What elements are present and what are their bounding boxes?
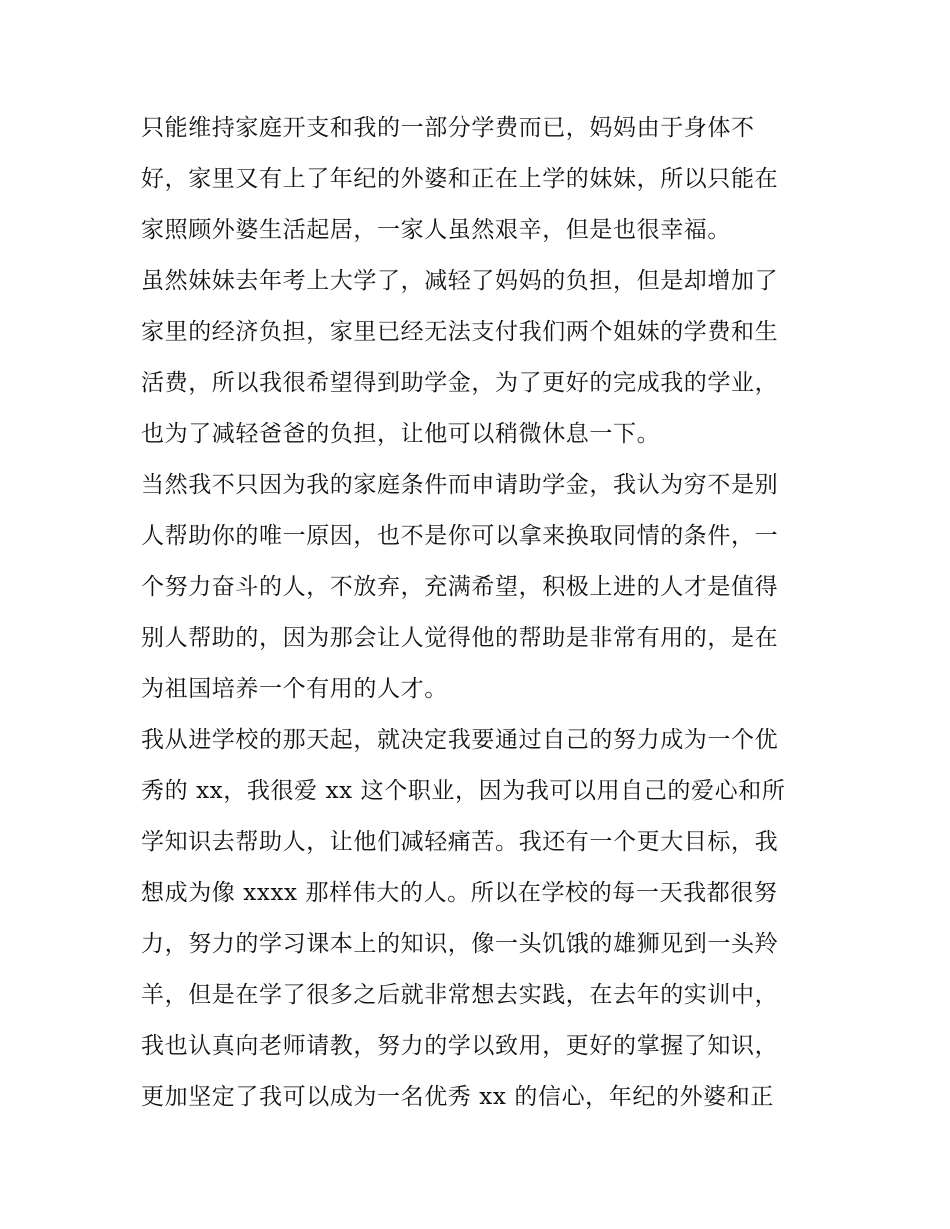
text-line: 秀的 xx，我很爱 xx 这个职业，因为我可以用自己的爱心和所 <box>141 778 786 804</box>
text-line: 只能维持家庭开支和我的一部分学费而已，妈妈由于身体不 <box>141 115 755 141</box>
text-line: 想成为像 xxxx 那样伟大的人。所以在学校的每一天我都很努 <box>141 880 778 906</box>
text-line: 个努力奋斗的人，不放弃，充满希望，积极上进的人才是值得 <box>141 574 779 600</box>
text-line: 好，家里又有上了年纪的外婆和正在上学的妹妹，所以只能在 <box>141 166 779 192</box>
body-text <box>141 103 821 1123</box>
text-line: 人帮助你的唯一原因，也不是你可以拿来换取同情的条件，一 <box>141 523 779 549</box>
text-line: 更加坚定了我可以成为一名优秀 xx 的信心，年纪的外婆和正 <box>141 1084 774 1110</box>
text-line: 为祖国培养一个有用的人才。 <box>141 676 448 702</box>
text-line: 别人帮助的，因为那会让人觉得他的帮助是非常有用的，是在 <box>141 625 779 651</box>
text-line: 虽然妹妹去年考上大学了，减轻了妈妈的负担，但是却增加了 <box>141 268 779 294</box>
text-line: 力，努力的学习课本上的知识，像一头饥饿的雄狮见到一头羚 <box>141 931 779 957</box>
text-line: 我从进学校的那天起，就决定我要通过自己的努力成为一个优 <box>141 727 779 753</box>
text-line: 羊，但是在学了很多之后就非常想去实践，在去年的实训中， <box>141 982 779 1008</box>
text-line: 我也认真向老师请教，努力的学以致用，更好的掌握了知识， <box>141 1033 779 1059</box>
text-line: 家照顾外婆生活起居，一家人虽然艰辛，但是也很幸福。 <box>141 217 731 243</box>
text-line: 也为了减轻爸爸的负担，让他可以稍微休息一下。 <box>141 421 661 447</box>
text-line: 家里的经济负担，家里已经无法支付我们两个姐妹的学费和生 <box>141 319 779 345</box>
text-line: 当然我不只因为我的家庭条件而申请助学金，我认为穷不是别 <box>141 472 779 498</box>
text-line: 活费，所以我很希望得到助学金，为了更好的完成我的学业， <box>141 370 779 396</box>
text-line: 学知识去帮助人，让他们减轻痛苦。我还有一个更大目标，我 <box>141 829 779 855</box>
